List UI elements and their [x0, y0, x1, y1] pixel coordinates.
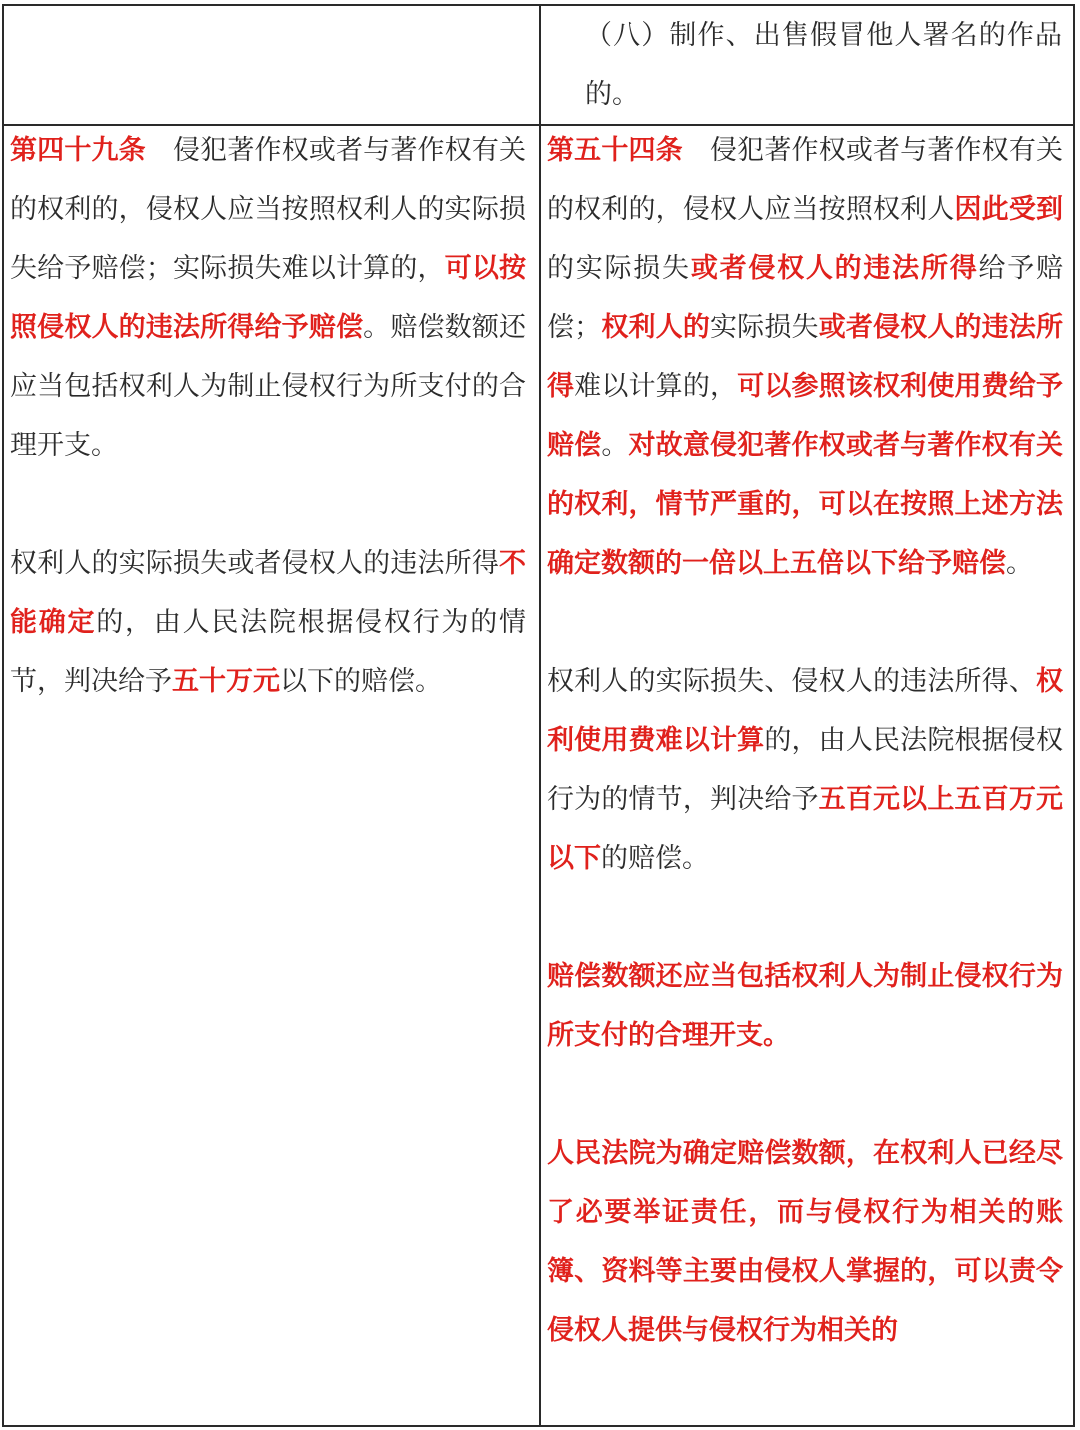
body-text: 的赔偿。	[601, 843, 709, 874]
paragraph-gap	[547, 1065, 1063, 1124]
top-right-cell	[545, 6, 1062, 124]
body-text: 权利人的实际损失、侵权人的违法所得、	[547, 666, 1036, 697]
highlighted-text: 或者侵权人的违法所得	[690, 253, 979, 284]
highlighted-text: 可以按照侵权人的违法所得给予赔偿	[10, 253, 527, 343]
right-paragraph-1	[547, 121, 1063, 593]
paragraph-gap	[10, 475, 526, 534]
left-paragraph-1	[10, 121, 526, 475]
highlighted-text: 赔偿数额还应当包括权利人为制止侵权行为所支付的合理开支。	[547, 961, 1063, 1051]
body-text: 。赔偿数额还应当包括权利人为制止侵权行为所支付的合理开支。	[10, 312, 527, 461]
highlighted-text: 对故意侵犯著作权或者与著作权有关的权利，情节严重的，可以在按照上述方法确定数额的一倍以上五倍以下给予赔偿	[547, 430, 1064, 579]
body-text: 的，由人民法院根据侵权行为的情节，判决给予	[10, 607, 527, 697]
highlighted-text: 第四十九条	[10, 135, 146, 166]
body-text: 的实际损失	[547, 253, 691, 284]
paragraph-gap	[547, 888, 1063, 947]
highlighted-text: 第五十四条	[547, 135, 683, 166]
body-text: 难以计算的，	[574, 371, 738, 402]
new-law-article-54-cell	[547, 121, 1063, 1360]
highlighted-text: 五十万元	[172, 666, 280, 697]
body-text: 权利人的实际损失或者侵权人的违法所得	[10, 548, 499, 579]
highlighted-text: 权利使用费难以计算	[547, 666, 1063, 756]
body-text: 给予赔偿；	[547, 253, 1064, 343]
highlighted-text: 人民法院为确定赔偿数额，在权利人已经尽了必要举证责任，而与侵权行为相关的账簿、资料等主要由侵权人掌握的，可以责令侵权人提供与侵权行为相关的	[547, 1138, 1063, 1346]
body-text: 的，由人民法院根据侵权行为的情节，判决给予	[547, 725, 1064, 815]
right-paragraph-4	[547, 1124, 1063, 1360]
right-paragraph-3	[547, 947, 1063, 1065]
body-text: 。	[1006, 548, 1033, 579]
body-text: 侵犯著作权或者与著作权有关的权利的，侵权人应当按照权利人	[547, 135, 1064, 225]
body-text: 侵犯著作权或者与著作权有关的权利的，侵权人应当按照权利人的实际损失给予赔偿；实际损失难以计算的，	[10, 135, 527, 284]
highlighted-text: 不能确定	[10, 548, 526, 638]
highlighted-text: 权利人的	[601, 312, 711, 343]
highlighted-text: 或者侵权人的违法所得	[547, 312, 1064, 402]
right-paragraph-2	[547, 652, 1063, 888]
old-law-article-49-cell	[10, 121, 526, 711]
item-eight-text: （八）制作、出售假冒他人署名的作品的。	[585, 20, 1062, 110]
paragraph-gap	[547, 593, 1063, 652]
highlighted-text: 可以参照该权利使用费给予赔偿	[547, 371, 1064, 461]
left-paragraph-2	[10, 534, 526, 711]
highlighted-text: 五百元以上五百万元以下	[547, 784, 1064, 874]
column-divider	[539, 6, 541, 1425]
highlighted-text: 因此受到	[954, 194, 1063, 225]
body-text: 。	[601, 430, 629, 461]
body-text: 以下的赔偿。	[280, 666, 442, 697]
body-text: 实际损失	[710, 312, 819, 343]
